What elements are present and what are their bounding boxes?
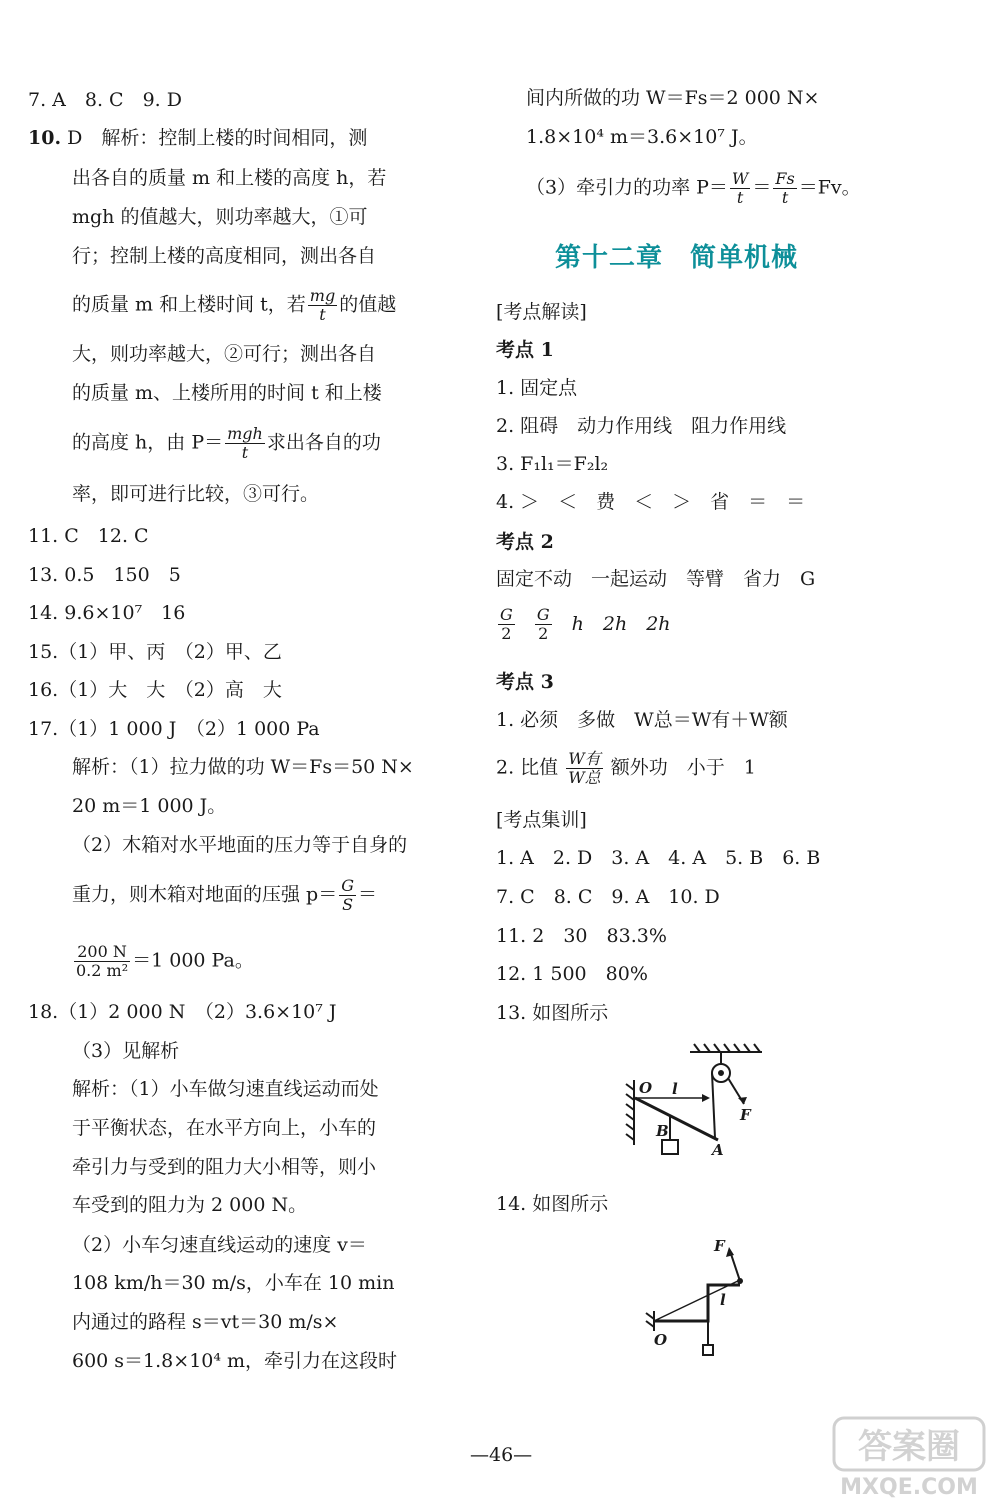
fraction-200N: $\frac{200 N}{\text{0.2 m²}}$ [76,942,129,980]
answer-10-line-6: 大，则功率越大，②可行；测出各自 [72,343,377,365]
answer-18-line-2: 解析：（1）小车做匀速直线运动而处 [72,1078,379,1100]
fig13-label-l: l [672,1080,678,1098]
answer-18-line-4: 牵引力与受到的阻力大小相等，则小 [72,1156,377,1178]
jixun-line-3: 11. 2 30 83.3% [496,925,667,947]
fig14-label-f: F [714,1237,725,1255]
jixun-line-6: 14. 如图所示 [496,1193,609,1215]
answer-10-line-7: 的质量 m、上楼所用的时间 t 和上楼 [72,382,382,404]
answer-line-14: 14. 9.6×10⁷ 16 [28,602,186,624]
answer-18-cont-line-3: （3）牵引力的功率 P＝ $\frac{W}{t}$ ＝ $\frac{Fs}{t}$ ＝Fv。 [526,169,861,207]
kaodian-2-line-1: 固定不动 一起运动 等臂 省力 G [496,568,816,590]
section-heading-kaodian-jixun: [考点集训] [496,809,587,831]
chapter-title: 第十二章 简单机械 [555,243,799,273]
jixun-line-1: 1. A 2. D 3. A 4. A 5. B 6. B [496,847,821,869]
answer-18-line-3: 于平衡状态，在水平方向上，小车的 [72,1117,377,1139]
answer-17-line-5: $\frac{200 N}{\text{0.2 m²}}$ ＝1 000 Pa。 [76,942,254,980]
fig14-label-l: l [720,1291,726,1309]
watermark-bottom-text: MXQE.COM [840,1475,978,1500]
answer-18-line-9: 600 s＝1.8×10⁴ m，牵引力在这段时 [72,1350,398,1372]
figure-14-bent-lever [640,1235,770,1360]
answer-17-line-2: 20 m＝1 000 J。 [72,795,227,817]
answer-18-line-6: （2）小车匀速直线运动的速度 v＝ [72,1234,367,1256]
section-heading-kaodian-jiedu: [考点解读] [496,301,587,323]
answer-10-line-2: 出各自的质量 m 和上楼的高度 h，若 [72,167,387,189]
fraction-mgh-t: $\frac{\text{mgh}}{t}$ [227,424,263,462]
answer-line-18: 18.（1）2 000 N （2）3.6×10⁷ J [28,1001,337,1023]
answer-line-17: 17.（1）1 000 J （2）1 000 Pa [28,718,320,740]
answer-line-11-12: 11. C 12. C [28,525,149,547]
fraction-G-2-a: $\frac{G}{2}$ [500,605,513,643]
fig13-label-o: O [639,1079,653,1097]
answer-18-line-7: 108 km/h＝30 m/s，小车在 10 min [72,1272,395,1294]
answer-line-7-9: 7. A 8. C 9. D [28,89,182,111]
answer-18-line-5: 车受到的阻力为 2 000 N。 [72,1194,308,1216]
fig13-label-f: F [740,1106,751,1124]
kaodian-2-heading: 考点 2 [496,531,554,553]
answer-18-cont-line-2: 1.8×10⁴ m＝3.6×10⁷ J。 [526,126,758,148]
answer-10-line-5: 的质量 m 和上楼时间 t，若 $\frac{mg}{t}$ 的值越 [72,286,397,324]
answer-17-line-1: 解析：（1）拉力做的功 W＝Fs＝50 N× [72,756,414,778]
answer-line-15: 15.（1）甲、丙 （2）甲、乙 [28,641,282,663]
kaodian-3-heading: 考点 3 [496,671,554,693]
answer-10-line-9: 率，即可进行比较，③可行。 [72,483,320,505]
answer-18-cont-line-1: 间内所做的功 W＝Fs＝2 000 N× [526,87,820,109]
fraction-G-S: $\frac{G}{S}$ [341,876,354,914]
answer-10-line-4: 行；控制上楼的高度相同，测出各自 [72,245,377,267]
answer-18-line-8: 内通过的路程 s＝vt＝30 m/s× [72,1311,339,1333]
q10-number: 10. [28,127,62,149]
kaodian-3-item-1: 1. 必须 多做 W总＝W有＋W额 [496,709,788,731]
kaodian-2-line-2: $\frac{G}{2}$ $\frac{G}{2}$ h 2h 2h [500,605,671,643]
fraction-G-2-b: $\frac{G}{2}$ [536,605,550,643]
fig13-label-b: B [656,1122,669,1140]
jixun-line-5: 13. 如图所示 [496,1002,609,1024]
page-number: —46— [470,1444,533,1466]
answer-10-line-8: 的高度 h，由 P＝ $\frac{\text{mgh}}{t}$ 求出各自的功 [72,424,381,462]
answer-line-16: 16.（1）大 大 （2）高 大 [28,679,282,701]
answer-line-13: 13. 0.5 150 5 [28,564,181,586]
answer-17-line-3: （2）木箱对水平地面的压力等于自身的 [72,834,408,856]
kaodian-1-heading: 考点 1 [496,339,554,361]
answer-17-line-4: 重力，则木箱对地面的压强 p＝ $\frac{G}{S}$ ＝ [72,876,377,914]
answer-18-line-1: （3）见解析 [72,1040,180,1062]
fraction-mg-t: $\frac{mg}{t}$ [309,286,336,324]
kaodian-1-item-1: 1. 固定点 [496,377,578,399]
figure-13-lever-pulley [620,1040,770,1170]
kaodian-1-item-2: 2. 阻碍 动力作用线 阻力作用线 [496,415,787,437]
watermark-top-text: 答案圈 [858,1427,960,1467]
fig13-label-a: A [712,1141,724,1159]
fig14-label-o: O [654,1331,668,1349]
fraction-efficiency: $\frac{\text{W有}}{\text{W总}}$ [568,749,601,787]
jixun-line-2: 7. C 8. C 9. A 10. D [496,886,720,908]
answer-10-line-3: mgh 的值越大，则功率越大，①可 [72,206,368,228]
fraction-W-t: $\frac{W}{t}$ [731,169,749,207]
kaodian-3-item-2: 2. 比值 $\frac{\text{W有}}{\text{W总}}$ 额外功 小于 1 [496,749,756,787]
watermark-logo [830,1410,990,1500]
answer-10-line-1: 10. D 解析：控制上楼的时间相同，测 [28,127,368,149]
kaodian-1-item-4: 4. ＞ ＜ 费 ＜ ＞ 省 ＝ ＝ [496,491,806,513]
fraction-Fs-t: $\frac{Fs}{t}$ [775,169,795,207]
jixun-line-4: 12. 1 500 80% [496,963,648,985]
kaodian-1-item-3: 3. F₁l₁＝F₂l₂ [496,453,609,475]
